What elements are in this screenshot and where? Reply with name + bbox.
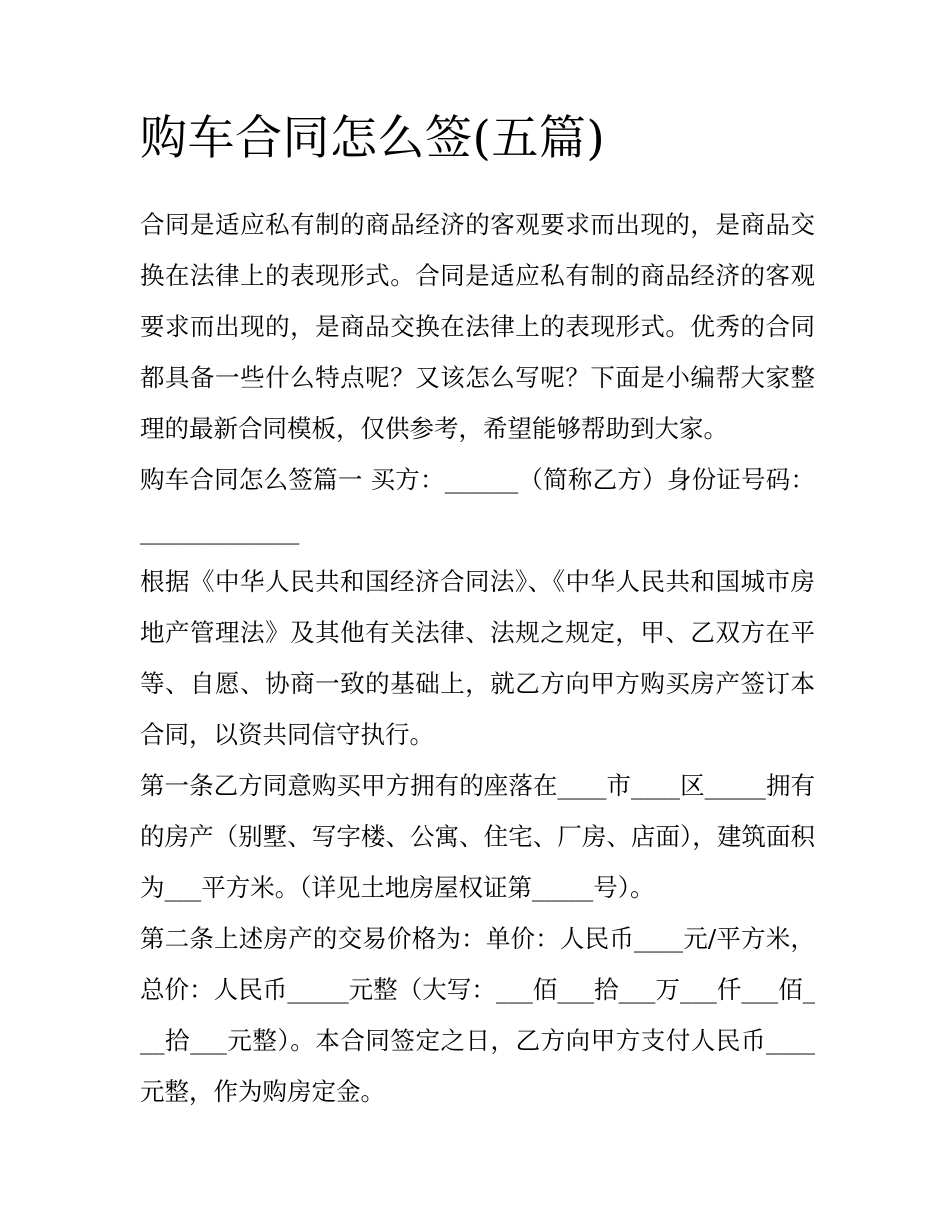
article-two-paragraph: 第二条上述房产的交易价格为：单价：人民币____元/平方米，总价：人民币_____元整（大写：___佰___拾___万___仟___佰___拾___元整）。本合同签定之日，乙方向甲方支付人民币____元整，作为购房定金。 xyxy=(140,923,815,1106)
buyer-info-paragraph: 购车合同怎么签篇一 买方：______（简称乙方）身份证号码：_____________ xyxy=(140,464,815,545)
legal-basis-paragraph: 根据《中华人民共和国经济合同法》、《中华人民共和国城市房地产管理法》及其他有关法律、法规之规定，甲、乙双方在平等、自愿、协商一致的基础上，就乙方向甲方购买房产签订本合同，以资共同信守执行。 xyxy=(140,566,815,749)
document-title: 购车合同怎么签(五篇) xyxy=(140,111,606,166)
document-page xyxy=(140,110,815,1117)
intro-paragraph: 合同是适应私有制的商品经济的客观要求而出现的，是商品交换在法律上的表现形式。合同是适应私有制的商品经济的客观要求而出现的，是商品交换在法律上的表现形式。优秀的合同都具备一些什么特点呢？又该怎么写呢？下面是小编帮大家整理的最新合同模板，仅供参考，希望能够帮助到大家。 xyxy=(140,209,815,443)
article-one-paragraph: 第一条乙方同意购买甲方拥有的座落在____市____区_____拥有的房产（别墅、写字楼、公寓、住宅、厂房、店面），建筑面积为___平方米。（详见土地房屋权证第_____号）。 xyxy=(140,770,815,902)
